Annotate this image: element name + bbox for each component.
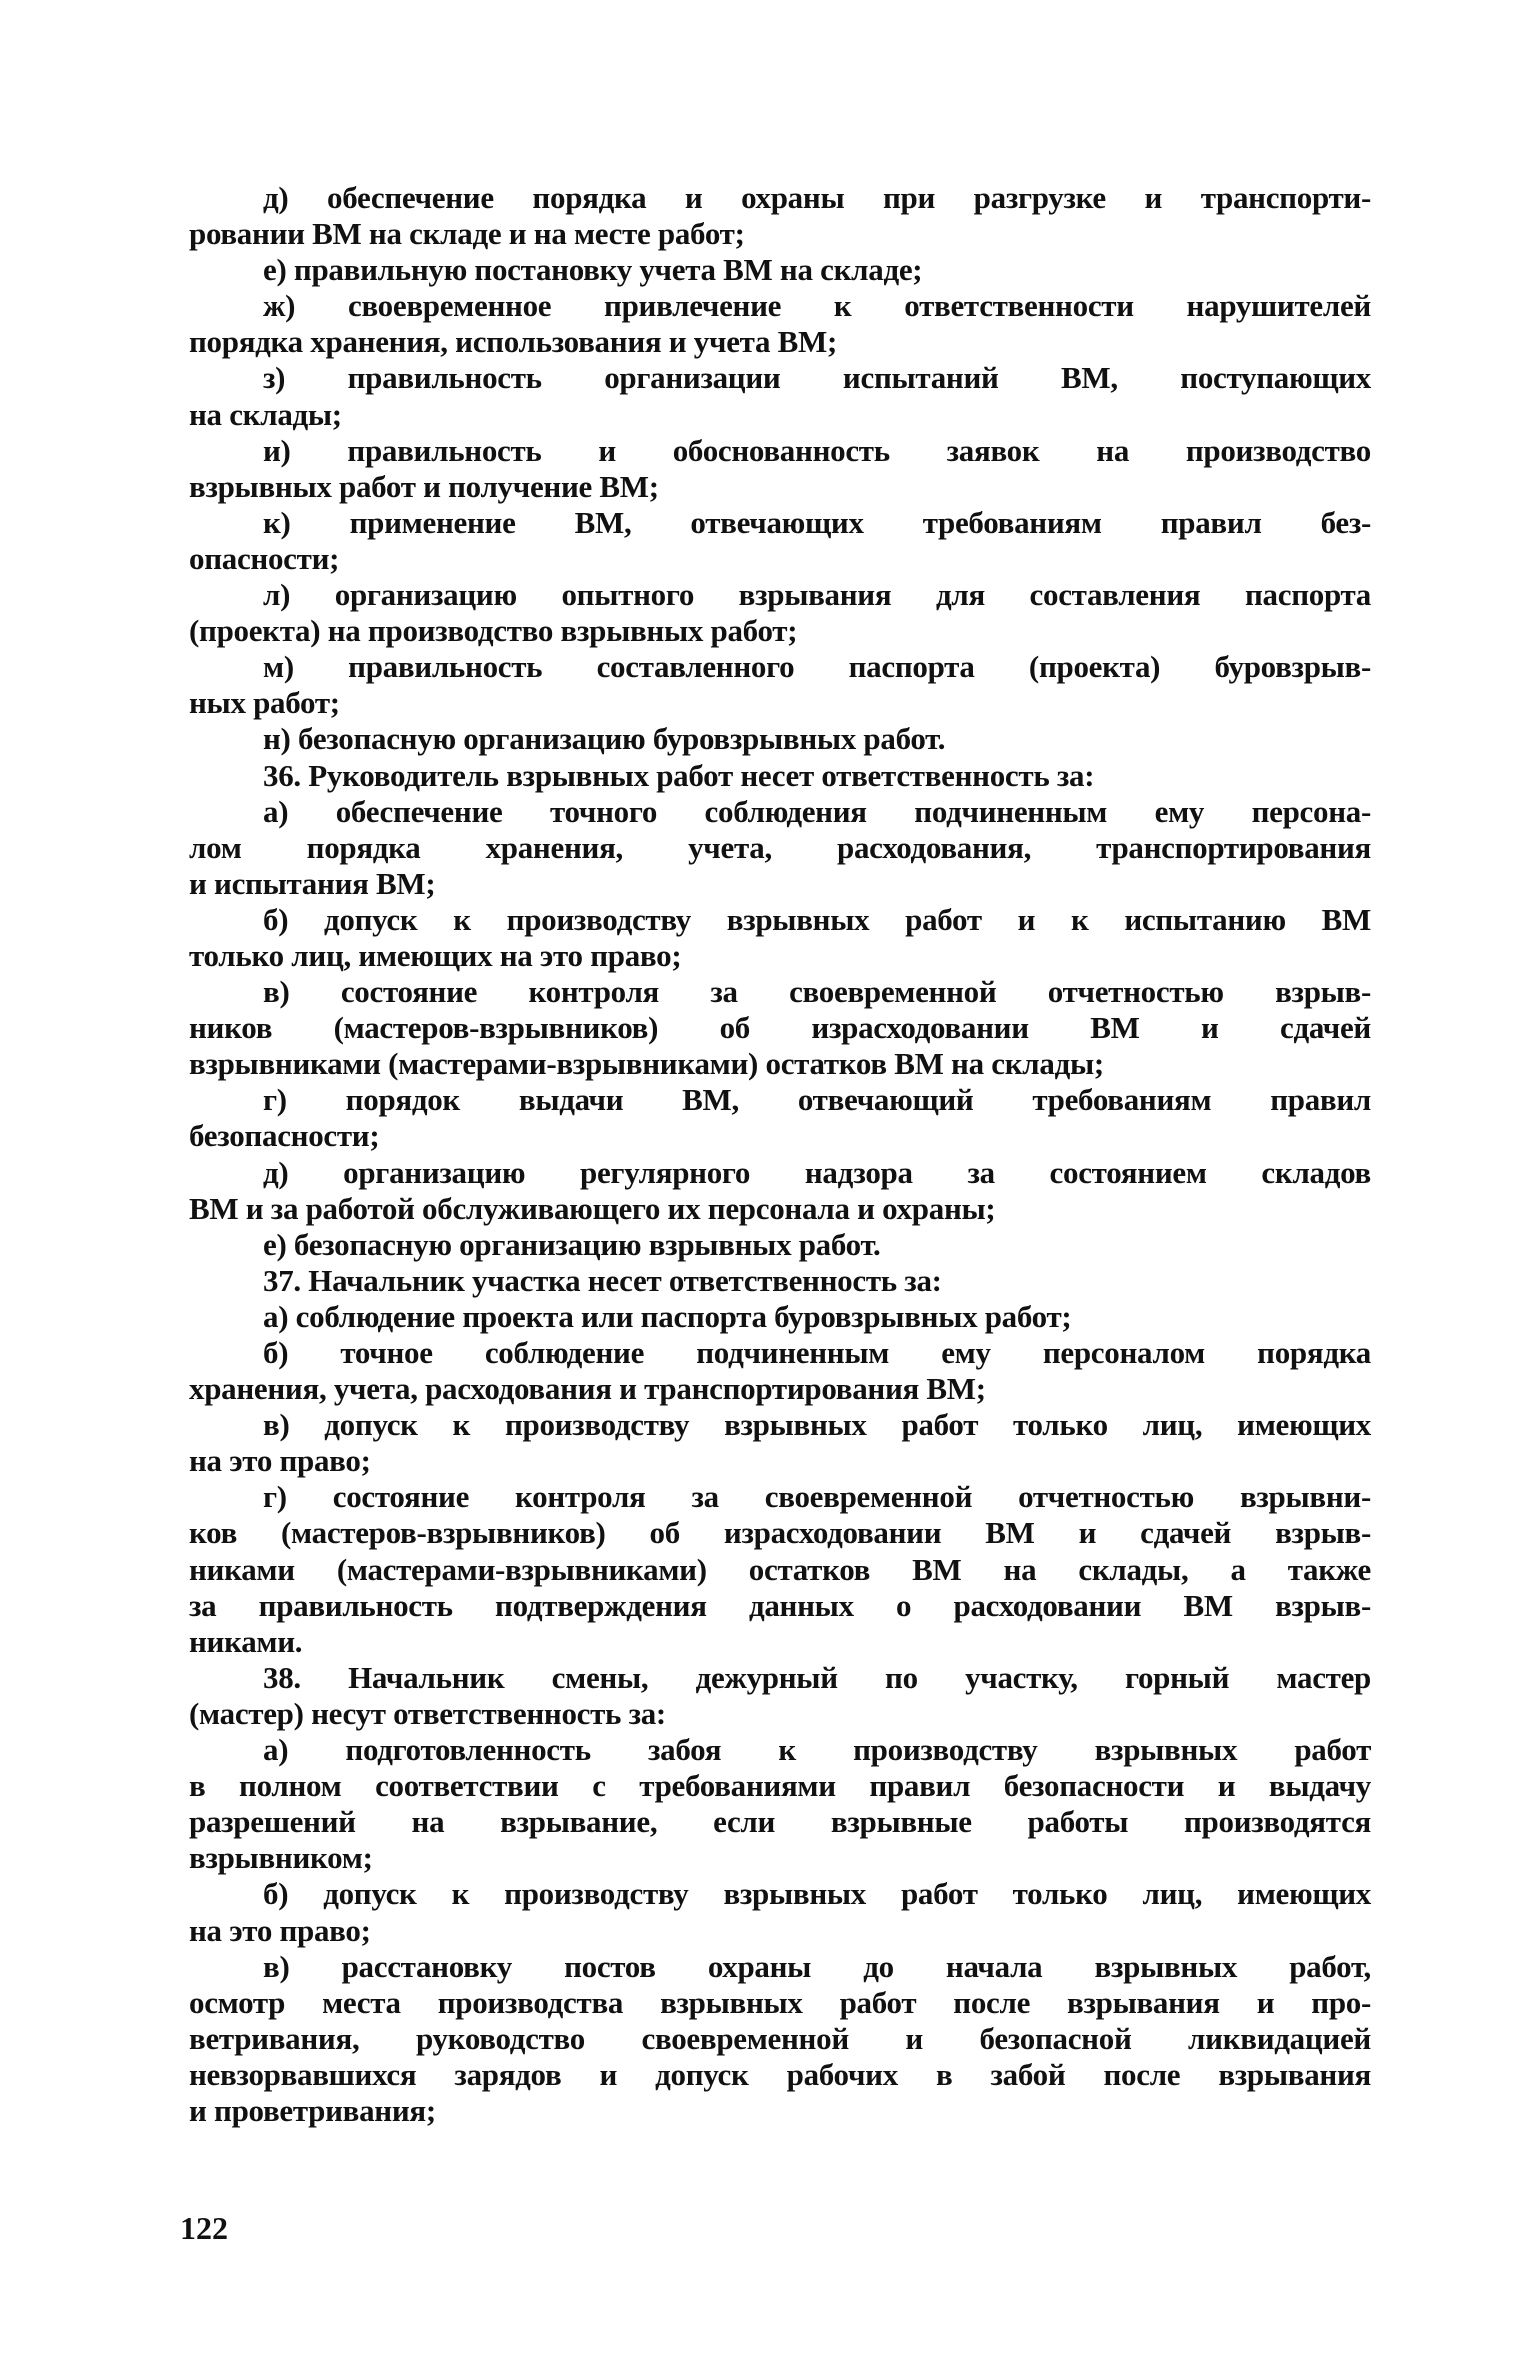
- text-line: а) обеспечение точного соблюдения подчиненным ему персона-: [263, 793, 1371, 829]
- text-line: б) точное соблюдение подчиненным ему персоналом порядка: [263, 1335, 1371, 1370]
- paragraph: [189, 1082, 1371, 1154]
- paragraph: [189, 1227, 1371, 1263]
- text-line: а) подготовленность забоя к производству взрывных работ: [263, 1732, 1371, 1768]
- text-line: никами (мастерами-взрывниками) остатков ВМ на склады, а также: [189, 1551, 1371, 1587]
- text-line: ровании ВМ на складе и на месте работ;: [189, 216, 745, 252]
- text-line: осмотр места производства взрывных работ после взрывания и про-: [189, 1984, 1371, 2020]
- text-line: в) состояние контроля за своевременной отчетностью взрыв-: [263, 974, 1371, 1010]
- paragraph: [189, 1479, 1371, 1659]
- text-line: м) правильность составленного паспорта (проекта) буровзрыв-: [263, 649, 1371, 685]
- text-line: невзорвавшихся зарядов и допуск рабочих в забой после взрывания: [189, 2056, 1371, 2092]
- paragraph: [189, 180, 1371, 252]
- paragraph: [189, 1660, 1371, 1732]
- text-line: никами.: [189, 1623, 303, 1659]
- paragraph: [189, 758, 1371, 794]
- text-line: ных работ;: [189, 685, 340, 721]
- text-line: 36. Руководитель взрывных работ несет ответственность за:: [263, 757, 1095, 793]
- text-line: е) правильную постановку учета ВМ на складе;: [263, 252, 923, 288]
- text-line: з) правильность организации испытаний ВМ, поступающих: [263, 360, 1371, 396]
- text-line: опасности;: [189, 540, 340, 576]
- text-line: 37. Начальник участка несет ответственность за:: [263, 1262, 942, 1298]
- paragraph: [189, 1876, 1371, 1948]
- text-line: ков (мастеров-взрывников) об израсходовании ВМ и сдачей взрыв-: [189, 1515, 1371, 1551]
- text-line: д) организацию регулярного надзора за состоянием складов: [263, 1154, 1371, 1190]
- text-line: взрывником;: [189, 1840, 373, 1876]
- paragraph: [189, 974, 1371, 1082]
- paragraph: [189, 1263, 1371, 1299]
- text-line: л) организацию опытного взрывания для составления паспорта: [263, 577, 1371, 613]
- paragraph: [189, 360, 1371, 432]
- paragraph: [189, 505, 1371, 577]
- text-line: к) применение ВМ, отвечающих требованиям правил без-: [263, 504, 1371, 540]
- text-line: порядка хранения, использования и учета ВМ;: [189, 324, 837, 360]
- text-line: лом порядка хранения, учета, расходования, транспортирования: [189, 829, 1371, 865]
- paragraph: [189, 721, 1371, 757]
- text-line: ВМ и за работой обслуживающего их персонала и охраны;: [189, 1190, 996, 1226]
- text-line: (проекта) на производство взрывных работ;: [189, 613, 798, 649]
- text-line: а) соблюдение проекта или паспорта буровзрывных работ;: [263, 1298, 1072, 1334]
- text-line: взрывниками (мастерами-взрывниками) остатков ВМ на склады;: [189, 1046, 1104, 1082]
- text-line: на это право;: [189, 1443, 371, 1479]
- text-line: разрешений на взрывание, если взрывные работы производятся: [189, 1804, 1371, 1840]
- text-line: г) состояние контроля за своевременной отчетностью взрывни-: [263, 1479, 1371, 1515]
- paragraph: [189, 649, 1371, 721]
- paragraph: [189, 577, 1371, 649]
- paragraph: [189, 794, 1371, 902]
- page-number: 122: [180, 2210, 228, 2246]
- text-line: б) допуск к производству взрывных работ и к испытанию ВМ: [263, 901, 1371, 937]
- text-line: безопасности;: [189, 1118, 380, 1154]
- text-line: д) обеспечение порядка и охраны при разгрузке и транспорти-: [263, 180, 1371, 215]
- document-body: [189, 180, 1371, 2129]
- text-line: в) расстановку постов охраны до начала взрывных работ,: [263, 1948, 1371, 1984]
- text-line: в полном соответствии с требованиями правил безопасности и выдачу: [189, 1768, 1371, 1804]
- paragraph: [189, 1407, 1371, 1479]
- text-line: 38. Начальник смены, дежурный по участку, горный мастер: [263, 1659, 1371, 1695]
- text-line: и испытания ВМ;: [189, 865, 436, 901]
- paragraph: [189, 433, 1371, 505]
- text-line: хранения, учета, расходования и транспортирования ВМ;: [189, 1371, 986, 1407]
- text-line: н) безопасную организацию буровзрывных работ.: [263, 721, 946, 757]
- text-line: на это право;: [189, 1912, 371, 1948]
- text-line: в) допуск к производству взрывных работ только лиц, имеющих: [263, 1407, 1371, 1443]
- text-line: за правильность подтверждения данных о расходовании ВМ взрыв-: [189, 1587, 1371, 1623]
- paragraph: [189, 1299, 1371, 1335]
- text-line: и проветривания;: [189, 2092, 436, 2128]
- paragraph: [189, 1732, 1371, 1876]
- text-line: на склады;: [189, 396, 342, 432]
- text-line: е) безопасную организацию взрывных работ.: [263, 1226, 881, 1262]
- text-line: ж) своевременное привлечение к ответственности нарушителей: [263, 288, 1371, 324]
- text-line: ников (мастеров-взрывников) об израсходовании ВМ и сдачей: [189, 1010, 1371, 1046]
- paragraph: [189, 1335, 1371, 1407]
- text-line: и) правильность и обоснованность заявок на производство: [263, 432, 1371, 468]
- text-line: взрывных работ и получение ВМ;: [189, 468, 659, 504]
- paragraph: [189, 1155, 1371, 1227]
- paragraph: [189, 252, 1371, 288]
- text-line: только лиц, имеющих на это право;: [189, 937, 682, 973]
- paragraph: [189, 288, 1371, 360]
- text-line: ветривания, руководство своевременной и безопасной ликвидацией: [189, 2020, 1371, 2056]
- text-line: г) порядок выдачи ВМ, отвечающий требованиям правил: [263, 1082, 1371, 1118]
- text-line: б) допуск к производству взрывных работ только лиц, имеющих: [263, 1876, 1371, 1912]
- paragraph: [189, 902, 1371, 974]
- paragraph: [189, 1949, 1371, 2129]
- text-line: (мастер) несут ответственность за:: [189, 1695, 666, 1731]
